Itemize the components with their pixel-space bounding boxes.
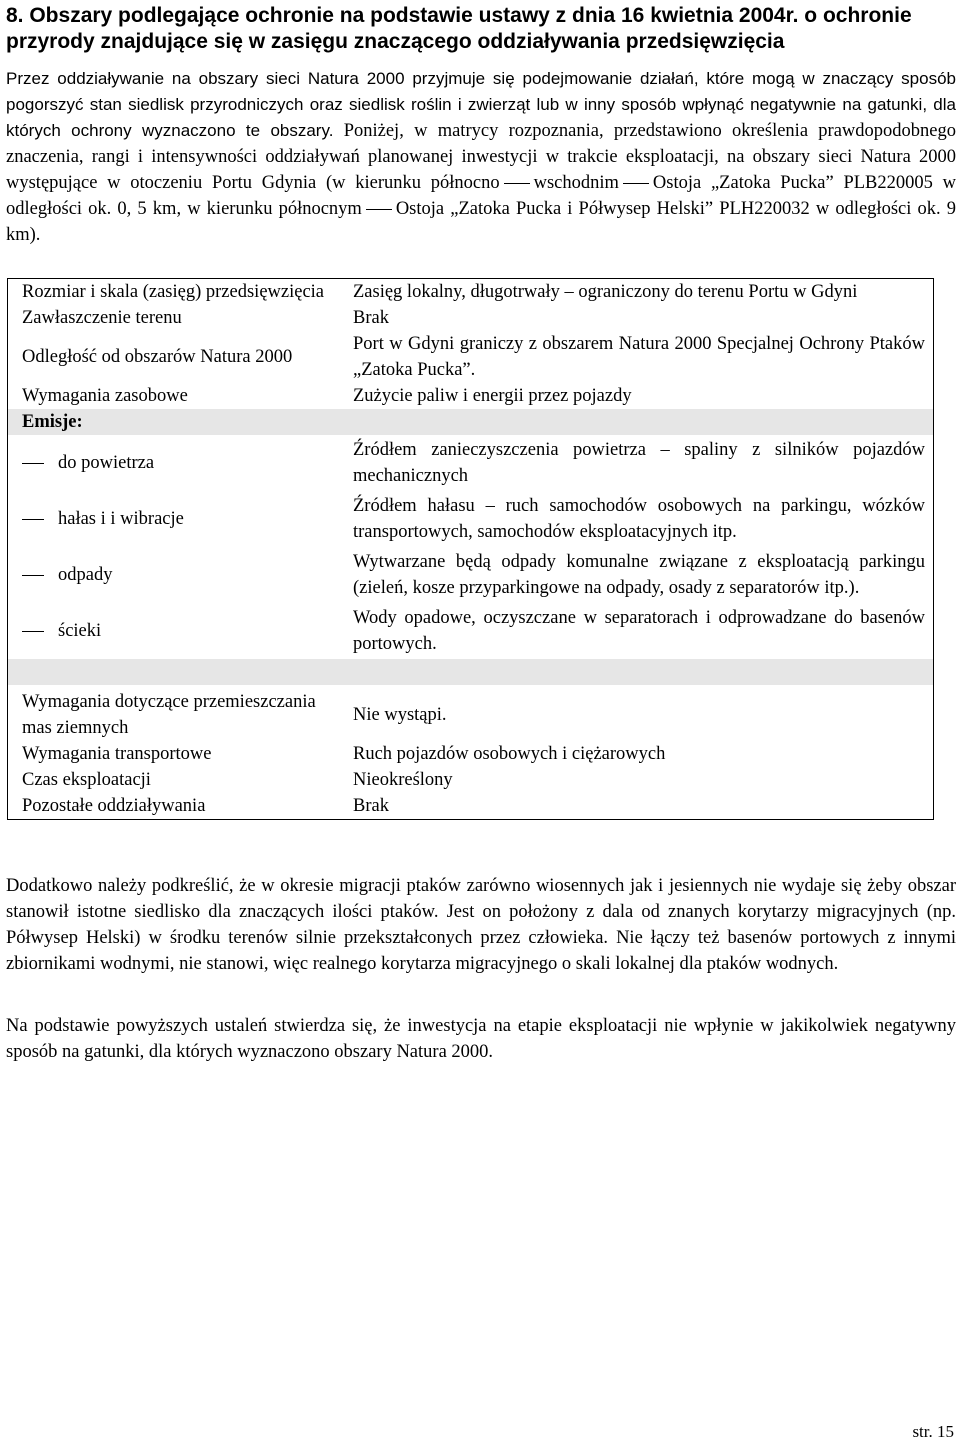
intro-paragraph [6,66,956,248]
emission-row [8,435,933,491]
matrix-row [8,331,933,383]
matrix-row [8,741,933,767]
matrix-row [8,279,933,305]
dash-separator [504,183,530,184]
intro-part-5: Ostoja „Zatoka Pucka i Półwysep Helski” PLH220032 w odległości ok. 9 km). [6,199,956,245]
emission-label: odpady [58,565,113,585]
matrix-value: Port w Gdyni graniczy z obszarem Natura 2000 Specjalnej Ochrony Ptaków „Zatoka Pucka”. [353,334,925,380]
emission-value: Źródłem hałasu – ruch samochodów osobowych na parkingu, wózków transportowych, samochodów eksploatacyjnych itp. [353,496,925,542]
dash-bullet [22,519,44,520]
intro-part-3: wschodnim [533,173,619,193]
matrix-value: Zużycie paliw i energii przez pojazdy [353,386,632,406]
matrix-value: Ruch pojazdów osobowych i ciężarowych [353,744,666,764]
matrix-value: Zasięg lokalny, długotrwały – ograniczony do terenu Portu w Gdyni [353,282,858,302]
identification-matrix [7,278,934,820]
matrix-label: Wymagania transportowe [22,744,212,764]
dash-separator [366,209,392,210]
dash-separator [623,183,649,184]
intro-part-1: Przez oddziaływanie na obszary sieci Natura 2000 przyjmuje się podejmowanie działań, które mogą w znaczący sposób pogorszyć stan siedlisk przyrodniczych oraz siedlisk roślin i zwierząt lub w inny sposób wpłynąć negatywnie na gatunki, dla których ochrony wyznaczono te obszary. [6,69,956,140]
matrix-label: Odległość od obszarów Natura 2000 [22,347,293,367]
emission-label: ścieki [58,621,102,641]
matrix-row [8,685,933,741]
matrix-row [8,383,933,409]
matrix-row [8,793,933,819]
page-number: str. 15 [912,1422,954,1441]
emission-label: do powietrza [58,453,155,473]
dash-bullet [22,631,44,632]
dash-bullet [22,575,44,576]
matrix-value: Nieokreślony [353,770,453,790]
matrix-row [8,767,933,793]
matrix-label: Pozostałe oddziaływania [22,796,206,816]
matrix-value: Brak [353,308,389,328]
intro-part-4: Ostoja „Zatoka Pucka” PLB220005 w odległości ok. 0, 5 km, w kierunku północnym [6,173,956,219]
emission-row [8,547,933,603]
emission-row [8,491,933,547]
section-heading: 8. Obszary podlegające ochronie na podstawie ustawy z dnia 16 kwietnia 2004r. o ochronie przyrody znajdujące się w zasięgu znaczącego oddziaływania przedsięwzięcia [6,4,912,53]
emission-value: Źródłem zanieczyszczenia powietrza – spaliny z silników pojazdów mechanicznych [353,440,925,486]
matrix-spacer-row [8,659,933,685]
emission-row [8,603,933,659]
matrix-label: Czas eksploatacji [22,770,151,790]
matrix-row [8,305,933,331]
conclusion-paragraph: Na podstawie powyższych ustaleń stwierdza się, że inwestycja na etapie eksploatacji nie wpłynie w jakikolwiek negatywny sposób na gatunki, dla których wyznaczono obszary Natura 2000. [6,1016,956,1062]
dash-bullet [22,463,44,464]
intro-part-2: Poniżej, w matrycy rozpoznania, przedstawiono określenia prawdopodobnego znaczenia, rangi i intensywności oddziaływań planowanej inwestycji w trakcie eksploatacji, na obszary sieci Natura 2000 występujące w otoczeniu Portu Gdynia (w kierunku północno [6,121,956,193]
emissions-label: Emisje: [22,412,83,432]
matrix-label: Zawłaszczenie terenu [22,308,182,328]
matrix-label: Rozmiar i skala (zasięg) przedsięwzięcia [22,282,325,302]
emission-value: Wody opadowe, oczyszczane w separatorach i odprowadzane do basenów portowych. [353,608,925,654]
migration-paragraph: Dodatkowo należy podkreślić, że w okresie migracji ptaków zarówno wiosennych jak i jesiennych nie wydaje się żeby obszar stanowił istotne siedlisko dla znaczących ilości ptaków. Jest on położony z dala od znanych korytarzy migracyjnych (np. Półwysep Helski) w środku terenów silnie przekształconych przez człowieka. Nie łączy też basenów portowych z innymi zbiornikami wodnymi, nie stanowi, więc realnego korytarza migracyjnego o skali lokalnej dla ptaków wodnych. [6,876,956,974]
matrix-value: Brak [353,796,389,816]
matrix-label: Wymagania dotyczące przemieszczania mas ziemnych [22,692,316,738]
emission-label: hałas i i wibracje [58,509,184,529]
emission-value: Wytwarzane będą odpady komunalne związane z eksploatacją parkingu (zieleń, kosze przyparkingowe na odpady, osady z separatorów itp.). [353,552,925,598]
matrix-label: Wymagania zasobowe [22,386,188,406]
emissions-header-row [8,409,933,435]
matrix-value: Nie wystąpi. [353,705,447,725]
